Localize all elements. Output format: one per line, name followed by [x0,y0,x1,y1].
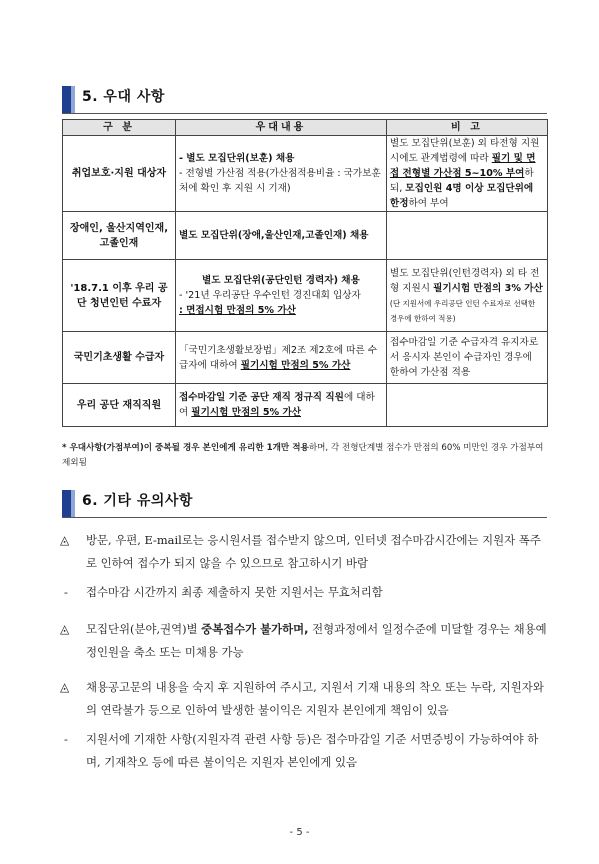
list-item-text: 채용공고문의 내용을 숙지 후 지원하여 주시고, 지원서 기재 내용의 착오 또는 누락, 지원자와의 연락불가 등으로 인하여 발생한 불이익은 지원자 본인에게 책임이 있음 [86,680,544,717]
table-row [63,136,548,212]
row-content [175,332,386,384]
content-line: 별도 모집단위(공단인턴 경력자) 채용 [202,275,360,286]
content-emphasis: 필기시험 만점의 5% 가산 [191,407,302,418]
header-category: 구 분 [63,120,176,136]
table-row [63,212,548,260]
note-emphasis: 필기 및 면접 전형별 가산점 5~10% 부여 [389,153,536,179]
content-emphasis: 필기시험 만점의 5% 가산 [240,359,351,371]
footnote-emphasis: * 우대사항(가점부여)이 중복될 경우 본인에게 유리한 1개만 적용 [62,443,309,453]
section-bar-icon [62,86,71,113]
preference-table [62,119,548,427]
row-category: 취업보호·지원 대상자 [63,136,176,212]
page-number: - 5 - [289,827,310,838]
content-emphasis: 접수마감일 기준 공단 재직 정규직 직원 [178,392,344,403]
footnote [62,441,548,471]
content-line: : 면접시험 만점의 5% 가산 [178,305,296,316]
section-bar-accent [71,490,75,517]
section-5-header [62,83,547,114]
table-header-row [63,120,548,136]
triangle-bullet-icon: ◬ [60,533,70,547]
header-note: 비 고 [386,120,547,136]
row-note [386,212,547,260]
note-emphasis: 모집인원 4명 이상 모집단위에 한정 [389,183,534,209]
list-item [60,581,550,604]
content-text: 에 대하여 [178,392,375,418]
section-bar-icon [62,490,71,517]
note-text: 별도 모집단위(보훈) 외 타전형 지원시에도 관계법령에 따라 [389,138,540,164]
row-note [386,260,547,332]
content-line: - '21년 우리공단 우수인턴 경진대회 입상자 [178,290,361,301]
list-item [60,676,550,722]
row-category: '18.7.1 이후 우리 공단 청년인턴 수료자 [63,260,176,332]
content-line: - 전형별 가산점 적용(가산점적용비율 : 국가보훈처에 확인 후 지원 시 기재) [178,168,381,194]
notes-list [60,529,550,774]
list-item-emphasis: 중복접수가 불가하며, [201,622,309,636]
note-small: (단 지원서에 우리공단 인턴 수료자로 선택한 경우에 한하여 적용) [389,298,536,323]
triangle-bullet-icon: ◬ [60,680,70,694]
triangle-bullet-icon: ◬ [60,622,70,636]
content-text: 「국민기초생활보장법」제2조 제2호에 따른 수급자에 대하여 [178,344,378,371]
row-note [386,384,547,427]
dash-bullet-icon: - [64,732,68,746]
row-category: 국민기초생활 수급자 [63,332,176,384]
note-text: 하여 부여 [408,198,449,209]
row-category: 장애인, 울산지역인재, 고졸인재 [63,212,176,260]
header-content: 우대내용 [175,120,386,136]
list-item-text: 접수마감 시간까지 최종 제출하지 못한 지원서는 무효처리함 [86,585,383,599]
list-item-text: 모집단위(분야,권역)별 [86,622,202,636]
list-item-text: 지원서에 기재한 사항(지원자격 관련 사항 등)은 접수마감일 기준 서면증빙이 가능하여야 하며, 기재착오 등에 따른 불이익은 지원자 본인에게 있음 [86,732,539,769]
section-5-title: 5. 우대 사항 [82,89,165,105]
list-item [60,618,550,664]
row-content [175,384,386,427]
table-row [63,384,548,427]
table-row [63,260,548,332]
note-text: 하되, [389,168,534,194]
note-emphasis: 필기시험 만점의 3% 가산 [433,282,543,294]
row-content [175,260,386,332]
list-item [60,529,550,575]
section-6-title: 6. 기타 유의사항 [82,493,193,509]
row-content: 별도 모집단위(장애,울산인재,고졸인재) 채용 [175,212,386,260]
row-note: 접수마감일 기준 수급자격 유지자로서 응시자 본인이 수급자인 경우에 한하여 가산점 적용 [386,332,547,384]
footnote-text: 하며, 각 전형단계별 점수가 만점의 60% 미만인 경우 가점부여 제외됨 [62,443,544,468]
list-item-text: 전형과정에서 일정수준에 미달할 경우는 채용예정인원을 축소 또는 미채용 가능 [86,622,547,659]
note-text: 별도 모집단위(인턴경력자) 외 타 전형 지원시 [389,267,540,294]
section-6-header [62,487,547,518]
row-note [386,136,547,212]
list-item [60,728,550,774]
list-item-text: 방문, 우편, E-mail로는 응시원서를 접수받지 않으며, 인터넷 접수마감시간에는 지원자 폭주로 인하여 접수가 되지 않을 수 있으므로 참고하시기 바람 [86,533,541,570]
content-line: - 별도 모집단위(보훈) 채용 [178,153,295,164]
row-category: 우리 공단 재직직원 [63,384,176,427]
table-row [63,332,548,384]
row-content [175,136,386,212]
section-bar-accent [71,86,75,113]
dash-bullet-icon: - [64,585,68,599]
